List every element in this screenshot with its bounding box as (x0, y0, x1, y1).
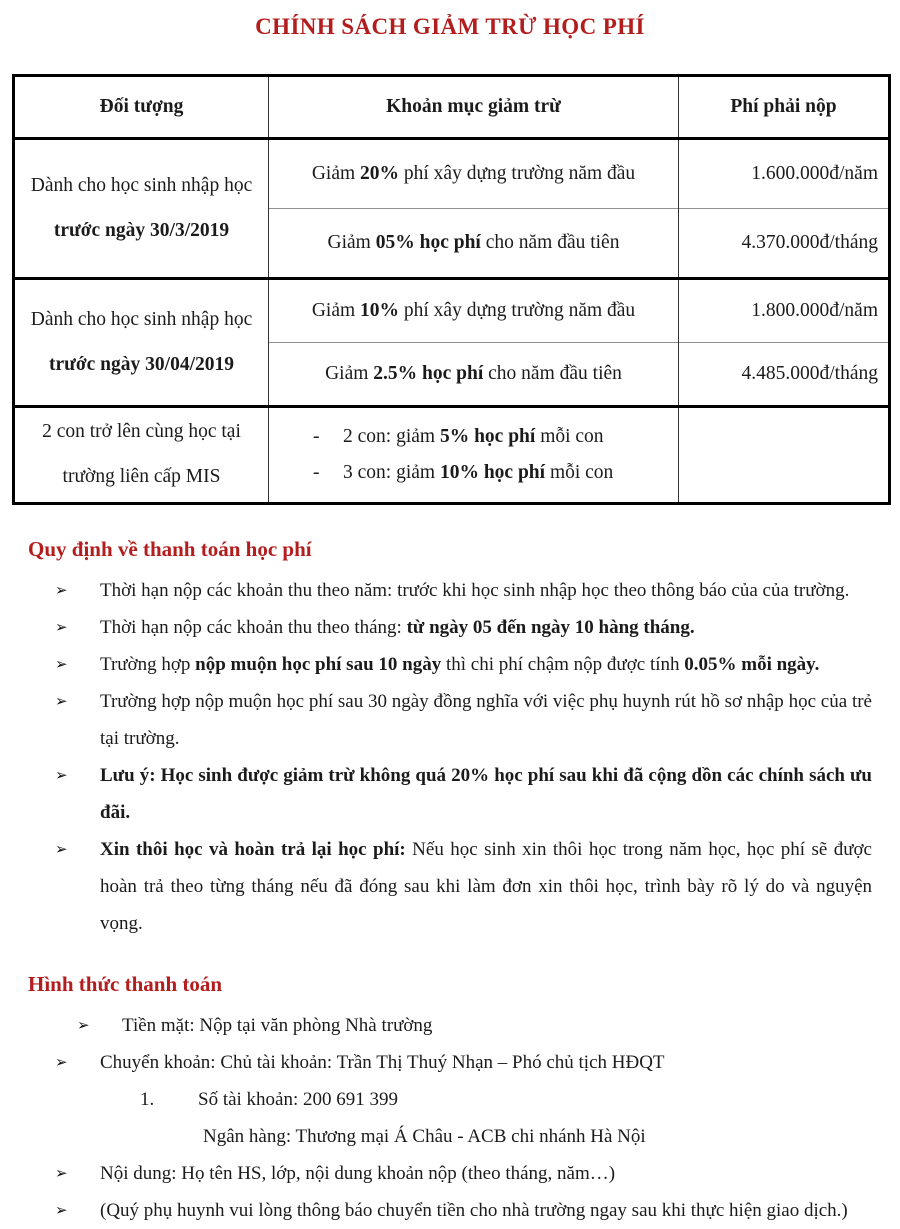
deduction-cell (269, 407, 679, 504)
column-header-subject: Đối tượng (14, 76, 269, 139)
payment-list (0, 1007, 900, 1081)
subject-line1: Dành cho học sinh nhập học (30, 308, 253, 330)
list-item (77, 1007, 872, 1044)
dash-marker: - (313, 461, 320, 483)
list-item (55, 1155, 872, 1192)
sibling-discount-line (313, 455, 670, 491)
bullet-text: (Quý phụ huynh vui lòng thông báo chuyển tiền cho nhà trường ngay sau khi thực hiện giao dịch.) (100, 1199, 848, 1221)
list-number: 1. (140, 1088, 155, 1110)
subject-line2: trường liên cấp MIS (62, 465, 221, 487)
bullet-text: Thời hạn nộp các khoản thu theo năm: trước khi học sinh nhập học theo thông báo của của trường. (100, 579, 850, 601)
list-item (55, 646, 872, 683)
arrow-bullet-icon: ➢ (55, 839, 68, 858)
arrow-bullet-icon: ➢ (55, 691, 68, 710)
subject-line2: trước ngày 30/04/2019 (49, 353, 234, 375)
table-row (14, 407, 890, 504)
column-header-fee: Phí phải nộp (679, 76, 890, 139)
list-item (55, 683, 872, 757)
fee-cell-empty (679, 407, 890, 504)
bullet-text: Xin thôi học và hoàn trả lại học phí: Nếu học sinh xin thôi học trong năm học, học phí sẽ được hoàn trả theo từng tháng nếu đã đóng sau khi làm đơn xin thôi học, trình bày rõ lý do và nguyện vọng. (100, 838, 872, 934)
deduction-cell: Giảm 20% phí xây dựng trường năm đầu (269, 139, 679, 209)
list-item (55, 757, 872, 831)
regulations-list (0, 572, 900, 942)
bullet-text: Thời hạn nộp các khoản thu theo tháng: từ ngày 05 đến ngày 10 hàng tháng. (100, 616, 695, 638)
list-item (55, 1044, 872, 1081)
arrow-bullet-icon: ➢ (55, 617, 68, 636)
fee-table (12, 74, 891, 505)
subject-line2: trước ngày 30/3/2019 (53, 219, 230, 241)
bullet-text: Lưu ý: Học sinh được giảm trừ không quá 20% học phí sau khi đã cộng dồn các chính sách ưu đãi. (100, 764, 872, 823)
fee-cell: 1.600.000đ/năm (679, 139, 890, 209)
subject-line1: Dành cho học sinh nhập học (30, 174, 253, 196)
arrow-bullet-icon: ➢ (55, 654, 68, 673)
regulations-section (0, 537, 900, 942)
arrow-bullet-icon: ➢ (55, 580, 68, 599)
list-item (55, 609, 872, 646)
sibling-discount-text: 3 con: giảm 10% học phí mỗi con (343, 461, 614, 483)
dash-marker: - (313, 425, 320, 447)
bullet-text: Trường hợp nộp muộn học phí sau 10 ngày thì chi phí chậm nộp được tính 0.05% mỗi ngày. (100, 653, 820, 675)
arrow-bullet-icon: ➢ (55, 1052, 68, 1071)
arrow-bullet-icon: ➢ (55, 1163, 68, 1182)
regulations-heading: Quy định về thanh toán học phí (28, 536, 312, 561)
page-title: CHÍNH SÁCH GIẢM TRỪ HỌC PHÍ (255, 14, 645, 39)
deduction-cell: Giảm 2.5% học phí cho năm đầu tiên (269, 343, 679, 407)
list-item (55, 831, 872, 942)
subject-cell-group1 (14, 139, 269, 279)
sibling-discount-text: 2 con: giảm 5% học phí mỗi con (343, 425, 604, 447)
fee-cell: 1.800.000đ/năm (679, 279, 890, 343)
subject-cell-group3 (14, 407, 269, 504)
list-item (55, 572, 872, 609)
account-number-item (140, 1081, 900, 1118)
payment-section (0, 972, 900, 1229)
tuition-policy-document (0, 14, 900, 1223)
arrow-bullet-icon: ➢ (55, 765, 68, 784)
payment-list-tail (0, 1155, 900, 1229)
fee-cell: 4.485.000đ/tháng (679, 343, 890, 407)
column-header-deduction: Khoản mục giảm trừ (269, 76, 679, 139)
list-item (55, 1192, 872, 1229)
bullet-text: Nội dung: Họ tên HS, lớp, nội dung khoản nộp (theo tháng, năm…) (100, 1162, 616, 1184)
deduction-cell: Giảm 10% phí xây dựng trường năm đầu (269, 279, 679, 343)
bullet-text: Chuyển khoản: Chủ tài khoản: Trần Thị Thuý Nhạn – Phó chủ tịch HĐQT (100, 1051, 665, 1073)
account-number-text: Số tài khoản: 200 691 399 (198, 1088, 399, 1110)
fee-cell: 4.370.000đ/tháng (679, 209, 890, 279)
sibling-discount-line (313, 419, 670, 455)
arrow-bullet-icon: ➢ (77, 1015, 90, 1034)
subject-cell-group2 (14, 279, 269, 407)
deduction-cell: Giảm 05% học phí cho năm đầu tiên (269, 209, 679, 279)
bullet-text: Tiền mặt: Nộp tại văn phòng Nhà trường (122, 1014, 433, 1036)
subject-line1: 2 con trở lên cùng học tại (42, 421, 241, 442)
table-row (14, 139, 890, 209)
payment-heading: Hình thức thanh toán (28, 971, 223, 996)
arrow-bullet-icon: ➢ (55, 1200, 68, 1219)
bank-name-text: Ngân hàng: Thương mại Á Châu - ACB chi nhánh Hà Nội (203, 1125, 646, 1147)
table-row (14, 279, 890, 343)
bullet-text: Trường hợp nộp muộn học phí sau 30 ngày đồng nghĩa với việc phụ huynh rút hồ sơ nhập học của trẻ tại trường. (100, 690, 872, 749)
table-header-row (14, 76, 890, 139)
